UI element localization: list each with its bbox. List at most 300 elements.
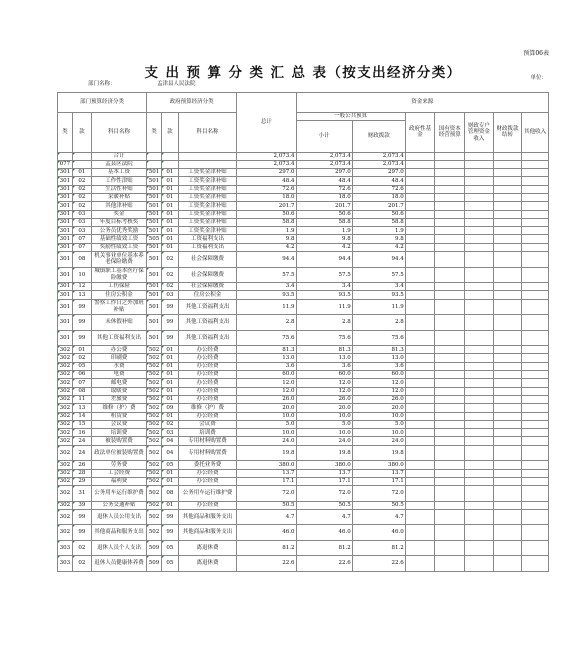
table-cell: [405, 420, 435, 428]
table-cell: [405, 525, 435, 541]
table-cell: 警察工作日之外加班补贴: [91, 299, 146, 315]
table-cell: 11.9: [237, 299, 296, 315]
table-cell: 50.5: [296, 501, 352, 509]
table-cell: 租赁费: [91, 412, 146, 420]
table-cell: 501: [147, 177, 162, 185]
table-cell: [435, 477, 465, 485]
table-cell: [435, 437, 465, 445]
table-cell: 01: [161, 169, 178, 177]
table-cell: [522, 210, 549, 218]
table-cell: 99: [161, 299, 178, 315]
table-cell: 01: [161, 202, 178, 210]
table-cell: [435, 210, 465, 218]
table-row: [58, 371, 549, 379]
table-cell: 16: [72, 429, 91, 437]
table-cell: [465, 152, 494, 160]
table-cell: 01: [161, 243, 178, 251]
table-cell: 5.0: [237, 420, 296, 428]
table-cell: [405, 362, 435, 370]
table-row: [58, 477, 549, 485]
table-cell: [522, 420, 549, 428]
table-cell: 50.6: [296, 210, 352, 218]
table-cell: 302: [58, 429, 73, 437]
table-cell: 297.0: [296, 169, 352, 177]
table-cell: [435, 243, 465, 251]
table-row: [58, 362, 549, 370]
table-row: [58, 267, 549, 283]
table-cell: [178, 160, 236, 168]
table-cell: 08: [161, 486, 178, 502]
table-cell: 501: [147, 193, 162, 201]
table-cell: 502: [147, 477, 162, 485]
table-cell: [405, 354, 435, 362]
table-cell: [435, 429, 465, 437]
table-cell: 380.0: [237, 461, 296, 469]
table-cell: 工资奖金津补贴: [178, 177, 236, 185]
table-cell: [465, 429, 494, 437]
table-cell: 01: [161, 469, 178, 477]
table-cell: 19.8: [352, 445, 405, 461]
table-cell: [405, 202, 435, 210]
table-cell: [493, 540, 522, 556]
table-cell: [435, 185, 465, 193]
table-cell: 其他津补贴: [91, 202, 146, 210]
table-cell: 201.7: [352, 202, 405, 210]
table-cell: [465, 540, 494, 556]
table-cell: [493, 177, 522, 185]
table-cell: [405, 315, 435, 331]
table-cell: 505: [147, 235, 162, 243]
table-cell: 502: [147, 412, 162, 420]
table-cell: 301: [58, 291, 73, 299]
table-cell: 19.8: [237, 445, 296, 461]
table-cell: 297.0: [237, 169, 296, 177]
table-cell: [522, 252, 549, 268]
table-cell: [435, 379, 465, 387]
table-cell: 302: [58, 387, 73, 395]
table-cell: [178, 152, 236, 160]
table-cell: 502: [147, 461, 162, 469]
table-cell: [522, 404, 549, 412]
table-cell: 02: [161, 252, 178, 268]
table-cell: 其他工资福利支出: [178, 299, 236, 315]
table-cell: [522, 283, 549, 291]
table-cell: 501: [147, 218, 162, 226]
table-cell: 01: [161, 177, 178, 185]
table-cell: 301: [58, 283, 73, 291]
table-cell: [465, 185, 494, 193]
table-cell: 01: [161, 346, 178, 354]
table-cell: 18.0: [237, 193, 296, 201]
table-row: [58, 169, 549, 177]
table-cell: [405, 267, 435, 283]
table-cell: 18.0: [352, 193, 405, 201]
table-row: [58, 461, 549, 469]
table-cell: 502: [147, 429, 162, 437]
table-cell: 差旅费: [91, 395, 146, 403]
table-cell: [405, 412, 435, 420]
table-cell: 2.8: [237, 315, 296, 331]
table-cell: [493, 210, 522, 218]
table-cell: 99: [161, 509, 178, 525]
table-cell: [465, 501, 494, 509]
table-cell: 72.6: [237, 185, 296, 193]
table-row: [58, 243, 549, 251]
table-cell: 46.0: [237, 525, 296, 541]
table-cell: 离退休费: [178, 540, 236, 556]
table-cell: [435, 469, 465, 477]
table-cell: 委托业务费: [178, 461, 236, 469]
header-fiscal-alloc: 财政拨款: [352, 120, 405, 152]
table-cell: [522, 525, 549, 541]
table-cell: 采暖补贴: [91, 193, 146, 201]
table-cell: [493, 437, 522, 445]
table-cell: 48.4: [296, 177, 352, 185]
table-cell: 01: [161, 218, 178, 226]
table-cell: 24: [72, 445, 91, 461]
table-cell: 201.7: [237, 202, 296, 210]
table-cell: 301: [58, 315, 73, 331]
table-cell: [493, 267, 522, 283]
table-cell: [522, 169, 549, 177]
table-cell: 离退休费: [178, 556, 236, 572]
table-row: [58, 177, 549, 185]
table-cell: [435, 202, 465, 210]
table-cell: 502: [147, 362, 162, 370]
table-cell: 18.0: [296, 193, 352, 201]
table-cell: 办公经费: [178, 362, 236, 370]
table-row: [58, 404, 549, 412]
table-cell: 24.0: [237, 437, 296, 445]
table-cell: 印刷费: [91, 354, 146, 362]
table-cell: 13.7: [352, 469, 405, 477]
table-cell: [465, 404, 494, 412]
table-row: [58, 160, 549, 168]
table-cell: [493, 227, 522, 235]
table-cell: [465, 412, 494, 420]
table-cell: [405, 556, 435, 572]
table-cell: [522, 152, 549, 160]
table-cell: 81.2: [237, 540, 296, 556]
table-cell: 其他商品和服务支出: [178, 509, 236, 525]
table-cell: 办公经费: [178, 469, 236, 477]
table-cell: 22.6: [296, 556, 352, 572]
table-cell: 502: [147, 387, 162, 395]
table-cell: [465, 477, 494, 485]
table-cell: 02: [72, 202, 91, 210]
table-cell: [405, 387, 435, 395]
table-cell: 302: [58, 501, 73, 509]
table-cell: [405, 429, 435, 437]
table-cell: [405, 160, 435, 168]
table-cell: 08: [72, 387, 91, 395]
table-cell: 01: [161, 185, 178, 193]
table-cell: [435, 299, 465, 315]
table-cell: 会议费: [91, 420, 146, 428]
table-cell: 13.7: [296, 469, 352, 477]
table-cell: 48.4: [352, 177, 405, 185]
table-cell: 办公经费: [178, 346, 236, 354]
table-cell: [522, 177, 549, 185]
table-cell: 301: [58, 193, 73, 201]
table-cell: [435, 362, 465, 370]
table-cell: 社会保障缴费: [178, 267, 236, 283]
table-cell: 工资奖金津补贴: [178, 210, 236, 218]
table-cell: 02: [161, 267, 178, 283]
table-row: [58, 437, 549, 445]
table-cell: 04: [161, 445, 178, 461]
table-cell: 22.6: [237, 556, 296, 572]
table-cell: 13.7: [237, 469, 296, 477]
table-cell: 302: [58, 395, 73, 403]
table-cell: 75.6: [352, 330, 405, 346]
table-cell: [493, 395, 522, 403]
table-cell: [435, 315, 465, 331]
table-cell: 502: [147, 469, 162, 477]
table-cell: 2,073.4: [237, 160, 296, 168]
table-cell: 302: [58, 346, 73, 354]
table-cell: 58.8: [352, 218, 405, 226]
table-cell: 02: [72, 556, 91, 572]
table-cell: [405, 169, 435, 177]
table-row: [58, 501, 549, 509]
table-cell: 301: [58, 330, 73, 346]
table-cell: 301: [58, 227, 73, 235]
table-cell: 93.5: [352, 291, 405, 299]
table-cell: 12.0: [237, 387, 296, 395]
table-cell: 301: [58, 299, 73, 315]
table-cell: 58.8: [296, 218, 352, 226]
table-cell: [522, 227, 549, 235]
table-cell: 502: [147, 354, 162, 362]
table-cell: 301: [58, 177, 73, 185]
table-cell: [493, 486, 522, 502]
table-cell: 办公经费: [178, 412, 236, 420]
table-cell: 退休人员公用支出: [91, 509, 146, 525]
table-cell: 01: [161, 395, 178, 403]
table-cell: [522, 193, 549, 201]
table-cell: 302: [58, 445, 73, 461]
table-cell: 1.9: [296, 227, 352, 235]
table-cell: 72.6: [296, 185, 352, 193]
table-cell: 24.0: [352, 437, 405, 445]
table-cell: [522, 509, 549, 525]
table-cell: 302: [58, 477, 73, 485]
table-cell: [522, 501, 549, 509]
table-cell: 05: [72, 362, 91, 370]
table-cell: [493, 299, 522, 315]
table-cell: 10.0: [296, 429, 352, 437]
table-cell: 其他商品和服务支出: [91, 525, 146, 541]
table-row: [58, 540, 549, 556]
table-cell: 501: [147, 185, 162, 193]
table-cell: 57.5: [296, 267, 352, 283]
table-cell: 03: [72, 210, 91, 218]
table-cell: [493, 477, 522, 485]
table-cell: 502: [147, 395, 162, 403]
table-cell: 工会经费: [91, 469, 146, 477]
table-row: [58, 379, 549, 387]
table-cell: 05: [161, 540, 178, 556]
table-cell: [493, 362, 522, 370]
table-cell: 公务用车运行维护费: [178, 486, 236, 502]
table-cell: [465, 243, 494, 251]
table-cell: 办公经费: [178, 387, 236, 395]
table-cell: [435, 193, 465, 201]
header-special-fund: 财政专户管理资金收入: [465, 113, 494, 153]
table-row: [58, 509, 549, 525]
table-cell: 01: [161, 387, 178, 395]
table-cell: 14: [72, 412, 91, 420]
table-cell: [493, 346, 522, 354]
table-cell: [405, 243, 435, 251]
table-cell: [405, 185, 435, 193]
table-cell: [435, 330, 465, 346]
table-cell: 20.0: [352, 404, 405, 412]
table-cell: [405, 469, 435, 477]
table-cell: [405, 330, 435, 346]
table-cell: [147, 152, 162, 160]
table-cell: [522, 354, 549, 362]
table-cell: 被装购置费: [91, 437, 146, 445]
table-cell: 201.7: [296, 202, 352, 210]
table-cell: 办公经费: [178, 477, 236, 485]
table-cell: 24.0: [296, 437, 352, 445]
table-cell: [493, 315, 522, 331]
table-cell: 10.0: [352, 429, 405, 437]
table-cell: 9.8: [352, 235, 405, 243]
table-cell: 13: [72, 404, 91, 412]
table-cell: 99: [72, 299, 91, 315]
table-cell: 50.6: [352, 210, 405, 218]
table-cell: 93.5: [237, 291, 296, 299]
table-cell: 75.6: [237, 330, 296, 346]
table-cell: 11: [72, 395, 91, 403]
table-cell: 03: [161, 291, 178, 299]
table-cell: [161, 152, 178, 160]
table-cell: 60.0: [352, 371, 405, 379]
table-cell: 10.0: [237, 412, 296, 420]
table-cell: [522, 315, 549, 331]
table-cell: 01: [161, 235, 178, 243]
table-cell: 302: [58, 404, 73, 412]
table-cell: 公务用车运行维护费: [91, 486, 146, 502]
table-cell: 4.2: [237, 243, 296, 251]
table-cell: [465, 218, 494, 226]
table-cell: 13: [72, 291, 91, 299]
table-cell: 13.0: [352, 354, 405, 362]
table-cell: 29: [72, 477, 91, 485]
table-cell: [493, 469, 522, 477]
table-cell: [493, 509, 522, 525]
table-cell: 26: [72, 461, 91, 469]
table-cell: 合计: [91, 152, 146, 160]
table-cell: 13.0: [237, 354, 296, 362]
table-cell: 1.9: [237, 227, 296, 235]
table-cell: 01: [161, 193, 178, 201]
table-cell: [493, 169, 522, 177]
table-cell: 政法单位被装购置费: [91, 445, 146, 461]
table-cell: [493, 235, 522, 243]
table-cell: 会议费: [178, 420, 236, 428]
table-cell: 10.0: [237, 429, 296, 437]
table-cell: [465, 371, 494, 379]
table-cell: 502: [147, 371, 162, 379]
table-cell: [405, 540, 435, 556]
table-cell: 502: [147, 509, 162, 525]
table-cell: 22.6: [352, 556, 405, 572]
table-cell: 01: [72, 169, 91, 177]
table-cell: 99: [161, 315, 178, 331]
table-cell: 502: [147, 525, 162, 541]
table-cell: 301: [58, 202, 73, 210]
table-cell: [435, 486, 465, 502]
table-cell: [435, 501, 465, 509]
table-cell: [465, 420, 494, 428]
table-row: [58, 330, 549, 346]
table-cell: [405, 461, 435, 469]
table-cell: 501: [147, 227, 162, 235]
table-cell: [493, 387, 522, 395]
table-cell: [465, 509, 494, 525]
header-kind: 类: [58, 113, 73, 153]
unit-label: 单位：: [530, 75, 547, 81]
table-cell: 301: [58, 235, 73, 243]
header-fiscal-carry: 财政拨款结转: [493, 113, 522, 153]
table-cell: 4.2: [296, 243, 352, 251]
table-cell: 12: [72, 283, 91, 291]
table-header: [58, 93, 549, 153]
table-cell: [435, 412, 465, 420]
table-row: [58, 445, 549, 461]
table-cell: [405, 379, 435, 387]
table-cell: 60.0: [237, 371, 296, 379]
table-cell: 72.0: [237, 486, 296, 502]
table-cell: [435, 252, 465, 268]
table-cell: 05: [161, 556, 178, 572]
table-cell: [405, 404, 435, 412]
table-cell: [522, 299, 549, 315]
table-row: [58, 202, 549, 210]
table-cell: 501: [147, 283, 162, 291]
table-cell: 工资奖金津补贴: [178, 185, 236, 193]
table-cell: [465, 379, 494, 387]
table-cell: [405, 486, 435, 502]
table-cell: [493, 420, 522, 428]
table-cell: 办公经费: [178, 371, 236, 379]
table-cell: 工作性津贴: [91, 177, 146, 185]
table-cell: [465, 395, 494, 403]
form-code: 预算06表: [523, 50, 549, 57]
table-row: [58, 429, 549, 437]
table-cell: 12.0: [237, 379, 296, 387]
table-cell: [72, 152, 91, 160]
table-cell: [522, 202, 549, 210]
table-cell: 未休假补贴: [91, 315, 146, 331]
table-row: [58, 412, 549, 420]
table-cell: 08: [72, 252, 91, 268]
table-cell: 4.7: [296, 509, 352, 525]
table-cell: [465, 235, 494, 243]
table-cell: [435, 540, 465, 556]
table-cell: 03: [72, 227, 91, 235]
table-cell: 20.0: [296, 404, 352, 412]
table-cell: 99: [161, 330, 178, 346]
table-cell: [465, 193, 494, 201]
table-cell: 办公经费: [178, 395, 236, 403]
table-cell: 2,073.4: [352, 160, 405, 168]
table-cell: 501: [147, 299, 162, 315]
